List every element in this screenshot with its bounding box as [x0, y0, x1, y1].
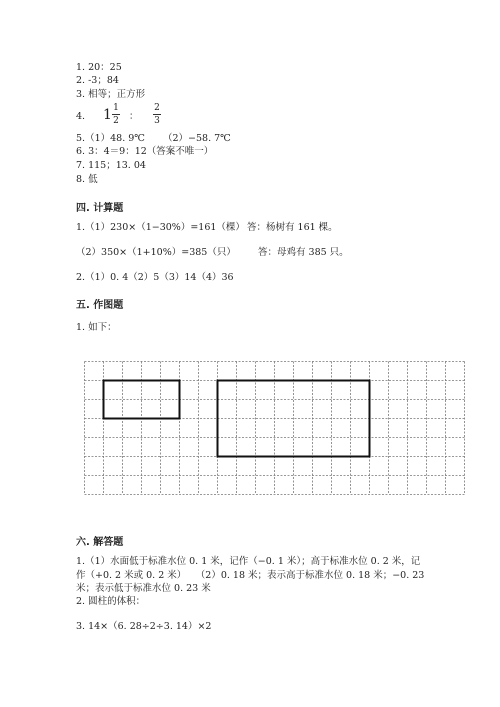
mixed-number-whole: 1: [103, 107, 112, 123]
answer-5b: （2）−58. 7℃: [163, 133, 231, 144]
section-6-title: 六. 解答题: [76, 537, 124, 548]
solve-line-5: 3. 14×（6. 28÷2÷3. 14）×2: [76, 621, 212, 632]
calc-1-1-answer: 答：杨树有 161 棵。: [247, 222, 338, 233]
solve-line-1: 1.（1）水面低于标准水位 0. 1 米，记作（−0. 1 米）；高于标准水位 0. 2 米，记: [76, 556, 421, 567]
ratio-separator: ：: [129, 111, 139, 122]
calc-1-2-answer: 答：母鸡有 385 只。: [258, 247, 349, 258]
fraction-denominator: 3: [154, 116, 160, 126]
solve-line-2: 作（+0. 2 米或 0. 2 米） （2）0. 18 米；表示高于标准水位 0. 18 米；−0. 23: [76, 570, 425, 581]
answer-6: 6. 3：4＝9：12（答案不唯一）: [76, 146, 214, 157]
answer-4-label: 4.: [76, 111, 86, 122]
fraction-numerator: 2: [154, 103, 160, 113]
calc-1-1: 1.（1）230×（1−30%）=161（棵）: [76, 222, 245, 233]
answer-2: 2. -3；84: [76, 75, 119, 86]
fraction-numerator: 1: [113, 103, 119, 113]
section-4-title: 四. 计算题: [76, 203, 124, 214]
solve-line-4: 2. 圆柱的体积：: [76, 596, 146, 607]
answer-1: 1. 20：25: [76, 62, 122, 73]
fraction-two-thirds: [153, 103, 161, 126]
calc-1-2: （2）350×（1+10%）=385（只）: [76, 247, 236, 258]
section-5-title: 五. 作图题: [76, 300, 124, 311]
answer-7: 7. 115；13. 04: [76, 160, 146, 171]
fraction-one-half: [112, 103, 120, 126]
answer-5a: 5.（1）48. 9℃: [76, 133, 145, 144]
fraction-denominator: 2: [113, 116, 119, 126]
answer-8: 8. 低: [76, 174, 98, 185]
calc-2: 2.（1）0. 4（2）5（3）14（4）36: [76, 272, 234, 283]
grid-figure: [84, 361, 465, 501]
drawing-intro: 1. 如下：: [76, 322, 117, 333]
solve-line-3: 米；表示低于标准水位 0. 23 米: [76, 583, 211, 594]
answer-3: 3. 相等；正方形: [76, 89, 146, 100]
